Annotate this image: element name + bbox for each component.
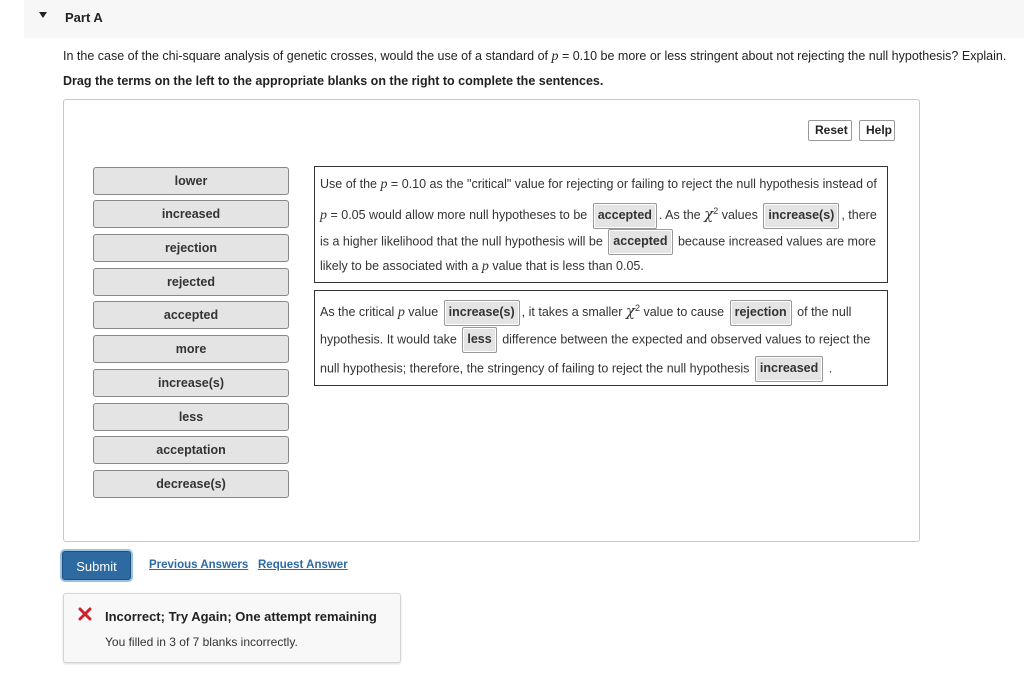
feedback-detail: You filled in 3 of 7 blanks incorrectly. bbox=[105, 635, 298, 649]
collapse-triangle-icon[interactable] bbox=[39, 12, 47, 18]
sentence1-line3 bbox=[320, 229, 876, 249]
term-lower[interactable]: lower bbox=[93, 167, 289, 195]
previous-answers-link[interactable]: Previous Answers bbox=[149, 559, 249, 571]
blank-s2-2[interactable]: rejection bbox=[730, 300, 792, 326]
chi-exponent: 2 bbox=[713, 206, 719, 216]
help-button[interactable]: Help bbox=[859, 120, 895, 141]
term-less[interactable]: less bbox=[93, 403, 289, 431]
instruction-text: Drag the terms on the left to the appropriate blanks on the right to complete the sentences. bbox=[63, 74, 604, 88]
chi-symbol: χ bbox=[625, 302, 635, 321]
s2-text: , it takes a smaller bbox=[521, 305, 623, 320]
s1-p-variable: p bbox=[320, 208, 327, 224]
blank-s1-1[interactable]: accepted bbox=[593, 203, 657, 229]
s2-text: difference between the expected and observed values to reject the bbox=[502, 332, 871, 347]
s1-text: value that is less than 0.05. bbox=[488, 259, 644, 273]
sentence1-line2 bbox=[320, 201, 877, 224]
blank-s1-2[interactable]: increase(s) bbox=[763, 203, 839, 229]
sentence2-line1 bbox=[320, 298, 852, 321]
blank-s2-1[interactable]: increase(s) bbox=[444, 300, 520, 326]
sentence-box-1 bbox=[314, 166, 888, 283]
term-accepted[interactable]: accepted bbox=[93, 301, 289, 329]
request-answer-link[interactable]: Request Answer bbox=[258, 559, 348, 571]
sentence2-line2 bbox=[320, 327, 870, 347]
chi-symbol: χ bbox=[704, 205, 714, 224]
term-rejection[interactable]: rejection bbox=[93, 234, 289, 262]
chi-exponent: 2 bbox=[634, 303, 640, 313]
part-header[interactable] bbox=[24, 0, 1024, 38]
part-title: Part A bbox=[65, 10, 103, 25]
term-decrease-s[interactable]: decrease(s) bbox=[93, 470, 289, 498]
s2-text: As the critical bbox=[320, 305, 398, 320]
sentence-box-2 bbox=[314, 290, 888, 386]
feedback-title: Incorrect; Try Again; One attempt remaining bbox=[105, 609, 377, 624]
submit-button[interactable]: Submit bbox=[62, 551, 131, 580]
s2-p-variable: p bbox=[397, 305, 405, 321]
s1-text: values bbox=[721, 208, 758, 223]
s2-text: null hypothesis; therefore, the stringency of failing to reject the null hypothesis bbox=[320, 361, 750, 376]
blank-s1-3[interactable]: accepted bbox=[608, 229, 672, 255]
term-increased[interactable]: increased bbox=[93, 200, 289, 228]
s1-text: because increased values are more bbox=[677, 234, 877, 249]
s1-p-variable: p bbox=[380, 177, 388, 192]
sentence1-line4 bbox=[320, 256, 644, 276]
question-text bbox=[63, 49, 1006, 65]
s1-text: . As the bbox=[658, 208, 701, 223]
reset-button[interactable]: Reset bbox=[808, 120, 852, 141]
s1-text: = 0.10 as the "critical" value for rejecting or failing to reject the null hypothesis instead of bbox=[387, 177, 877, 191]
s1-text: Use of the bbox=[320, 177, 381, 191]
question-post: = 0.10 be more or less stringent about not rejecting the null hypothesis? Explain. bbox=[558, 49, 1007, 63]
incorrect-x-icon bbox=[78, 607, 92, 621]
s2-text: value to cause bbox=[643, 305, 725, 320]
sentence2-line3 bbox=[320, 356, 832, 376]
question-p-variable: p bbox=[551, 49, 559, 64]
s2-text: value bbox=[404, 305, 439, 320]
sentence1-line1 bbox=[320, 174, 877, 194]
term-acceptation[interactable]: acceptation bbox=[93, 436, 289, 464]
s2-text: of the null bbox=[797, 305, 852, 320]
s1-text: , there bbox=[841, 208, 877, 223]
s2-text: . bbox=[828, 361, 833, 376]
s1-text: = 0.05 would allow more null hypotheses to be bbox=[327, 208, 588, 223]
blank-s2-4[interactable]: increased bbox=[755, 356, 823, 382]
term-increase-s[interactable]: increase(s) bbox=[93, 369, 289, 397]
blank-s2-3[interactable]: less bbox=[462, 327, 496, 353]
s1-text: is a higher likelihood that the null hypothesis will be bbox=[320, 234, 603, 249]
s1-p-variable: p bbox=[481, 259, 489, 274]
feedback-box bbox=[63, 593, 401, 663]
s1-text: likely to be associated with a bbox=[320, 259, 482, 273]
s2-text: hypothesis. It would take bbox=[320, 332, 457, 347]
term-more[interactable]: more bbox=[93, 335, 289, 363]
question-pre: In the case of the chi-square analysis of genetic crosses, would the use of a standard of bbox=[63, 49, 552, 63]
term-rejected[interactable]: rejected bbox=[93, 268, 289, 296]
